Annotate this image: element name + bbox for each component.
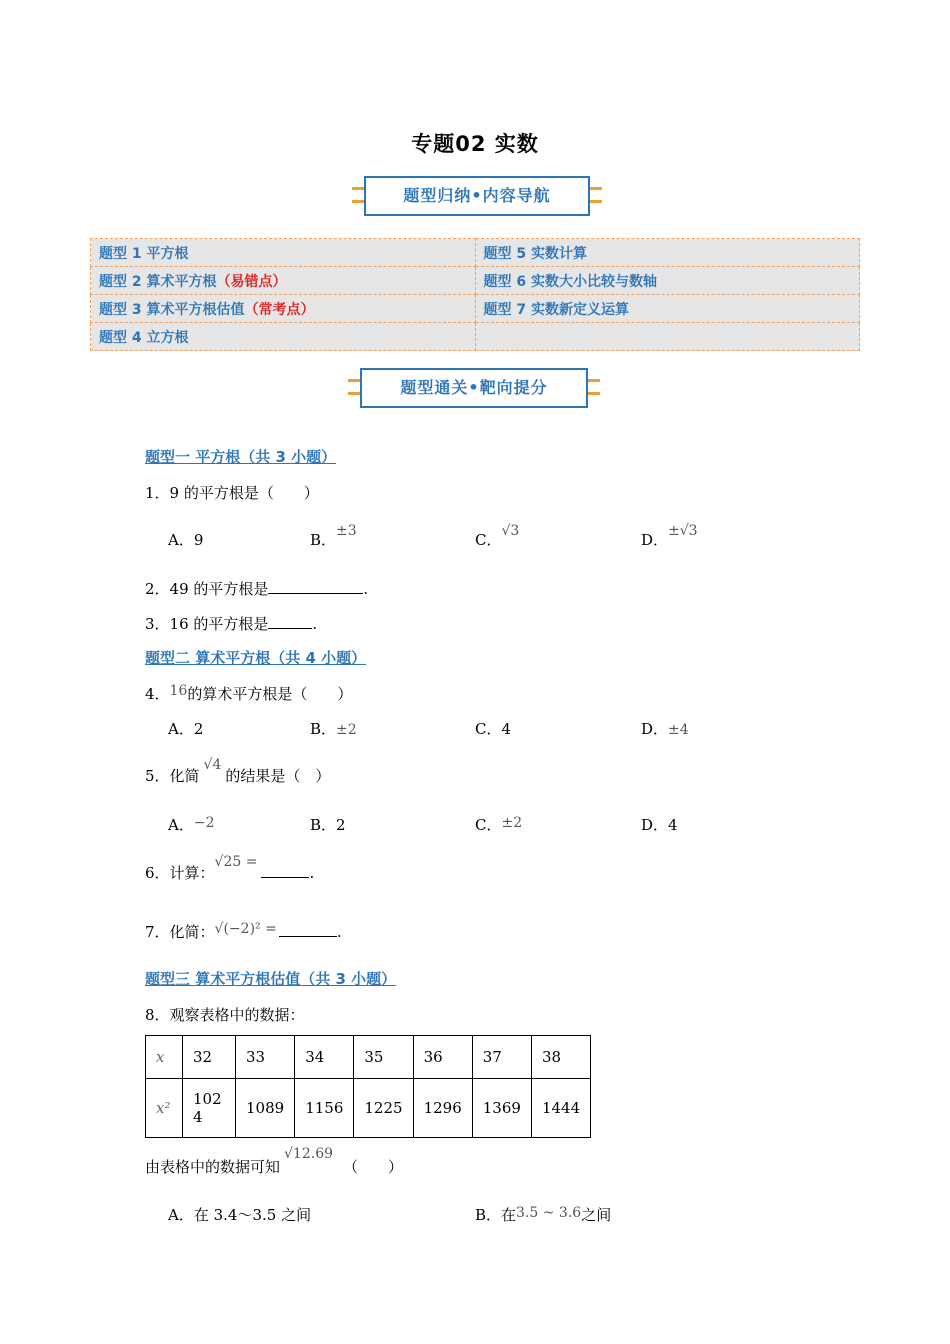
question-3: 3．16 的平方根是 . [145,615,318,633]
banner-label: 题型归纳•内容导航 [364,176,590,216]
question-6: 6．计算：√25 =. [145,854,315,882]
table-cell: 1444 [531,1079,590,1138]
banner-label: 题型通关•靶向提分 [360,368,588,408]
toc-empty-cell [475,323,860,351]
table-cell: 1089 [236,1079,295,1138]
section-heading: 题型三 算术平方根估值（共 3 小题） [145,970,397,988]
banner-practice [348,368,600,408]
row-label: x² [146,1079,183,1138]
question-2: 2．49 的平方根是 . [145,580,369,598]
q4-option-b[interactable]: B．±2 [310,720,357,738]
toc-item[interactable]: 题型 7 实数新定义运算 [475,295,860,323]
banner-contents-nav [352,176,602,216]
answer-blank[interactable] [268,593,363,594]
toc-item[interactable]: 题型 5 实数计算 [475,239,860,267]
q1-option-c[interactable]: C．√3 [475,523,520,549]
table-cell: 37 [472,1036,531,1079]
table-cell: 38 [531,1036,590,1079]
q8-option-b[interactable]: B．在3.5 ~ 3.6之间 [475,1205,612,1224]
table-cell: 35 [354,1036,413,1079]
q1-option-a[interactable]: A．9 [168,531,204,549]
q5-option-d[interactable]: D．4 [641,816,678,834]
answer-blank[interactable] [279,936,337,937]
q5-option-b[interactable]: B．2 [310,816,346,834]
table-cell: 32 [183,1036,236,1079]
table-cell: 1296 [413,1079,472,1138]
section-heading: 题型二 算术平方根（共 4 小题） [145,649,367,667]
topic-table [90,238,860,351]
data-table [145,1035,591,1138]
question-4: 4．16的算术平方根是（ ） [145,683,353,703]
q5-option-c[interactable]: C．±2 [475,815,523,834]
question-8-follow: 由表格中的数据可知√12.69（ ） [145,1146,404,1176]
question-1: 1．9 的平方根是（ ） [145,484,319,502]
table-cell: 1024 [183,1079,236,1138]
question-8: 8．观察表格中的数据： [145,1006,305,1024]
table-cell: 1156 [295,1079,354,1138]
page-title: 专题02 实数 [411,132,539,156]
toc-item[interactable]: 题型 3 算术平方根估值（常考点） [91,295,476,323]
toc-item[interactable]: 题型 6 实数大小比较与数轴 [475,267,860,295]
table-cell: 34 [295,1036,354,1079]
table-cell: 1225 [354,1079,413,1138]
toc-item[interactable]: 题型 2 算术平方根（易错点） [91,267,476,295]
q4-option-c[interactable]: C．4 [475,720,512,738]
question-7: 7．化简：√(−2)² = . [145,921,342,941]
toc-item[interactable]: 题型 1 平方根 [91,239,476,267]
q1-option-b[interactable]: B．±3 [310,523,357,549]
q8-option-a[interactable]: A．在 3.4～3.5 之间 [168,1206,312,1224]
table-cell: 36 [413,1036,472,1079]
row-label: x [146,1036,183,1079]
q4-option-d[interactable]: D．±4 [641,720,689,738]
question-5: 5．化简√4的结果是（ ） [145,757,331,785]
q4-option-a[interactable]: A．2 [168,720,204,738]
toc-item[interactable]: 题型 4 立方根 [91,323,476,351]
answer-blank[interactable] [261,877,309,878]
section-heading: 题型一 平方根（共 3 小题） [145,448,337,466]
table-cell: 1369 [472,1079,531,1138]
answer-blank[interactable] [268,628,312,629]
q1-option-d[interactable]: D．±√3 [641,523,698,549]
q5-option-a[interactable]: A．−2 [168,815,215,834]
table-cell: 33 [236,1036,295,1079]
